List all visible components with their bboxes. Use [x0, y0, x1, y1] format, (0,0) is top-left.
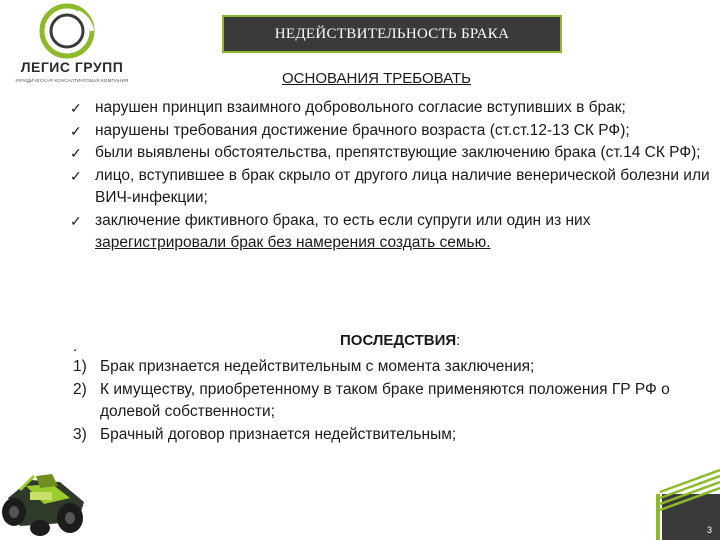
consequences-heading — [340, 332, 540, 349]
stray-dot: . — [73, 338, 78, 355]
race-car-image — [0, 446, 90, 540]
reason-text: заключение фиктивного брака, то есть если супруги или один из них — [95, 211, 591, 229]
consequences-heading-colon: : — [456, 332, 461, 349]
reasons-heading: ОСНОВАНИЯ ТРЕБОВАТЬ — [282, 70, 471, 87]
item-number: 2) — [73, 380, 87, 398]
consequence-text: К имуществу, приобретенному в таком браке применяются положения ГР РФ о долевой собственности; — [100, 380, 670, 420]
item-number: 1) — [73, 358, 87, 375]
list-item — [73, 356, 713, 379]
logo-tagline: ЮРИДИЧЕСКАЯ КОНСАЛТИНГОВАЯ КОМПАНИЯ — [15, 78, 129, 83]
page-number: 3 — [706, 525, 712, 535]
company-logo — [12, 2, 132, 90]
reason-text-underlined: зарегистрировали брак без намерения создать семью. — [95, 234, 491, 251]
slide-title-box — [222, 15, 562, 53]
slide-title: НЕДЕЙСТВИТЕЛЬНОСТЬ БРАКА — [274, 25, 510, 42]
reasons-list — [70, 97, 710, 255]
list-item — [70, 97, 710, 120]
consequences-heading-text: ПОСЛЕДСТВИЯ — [340, 332, 457, 349]
logo-name: ЛЕГИС ГРУПП — [20, 59, 124, 75]
list-item — [70, 142, 710, 165]
list-item — [70, 165, 710, 210]
list-item — [73, 379, 713, 424]
reason-text: нарушены требования достижение брачного возраста (ст.ст.12-13 СК РФ); — [95, 121, 630, 139]
list-item — [70, 210, 710, 255]
logo-ring-icon — [38, 2, 96, 60]
checkmark-icon: ✓ — [70, 212, 82, 229]
checkmark-icon: ✓ — [70, 122, 82, 139]
consequences-list — [73, 356, 713, 446]
list-item — [73, 424, 713, 447]
checkmark-icon: ✓ — [70, 167, 82, 184]
reason-text: нарушен принцип взаимного добровольного согласие вступивших в брак; — [95, 99, 626, 116]
reason-text: лицо, вступившее в брак скрыло от другого лица наличие венерической болезни или ВИЧ-инфекции; — [95, 166, 710, 206]
consequence-text: Брак признается недействительным с момента заключения; — [100, 358, 535, 375]
item-number: 3) — [73, 425, 87, 443]
list-item — [70, 120, 710, 143]
consequence-text: Брачный договор признается недействительным; — [100, 425, 457, 443]
reason-text: были выявлены обстоятельства, препятствующие заключению брака (ст.14 СК РФ); — [95, 144, 701, 161]
checkmark-icon: ✓ — [70, 100, 82, 116]
checkmark-icon: ✓ — [70, 145, 82, 161]
